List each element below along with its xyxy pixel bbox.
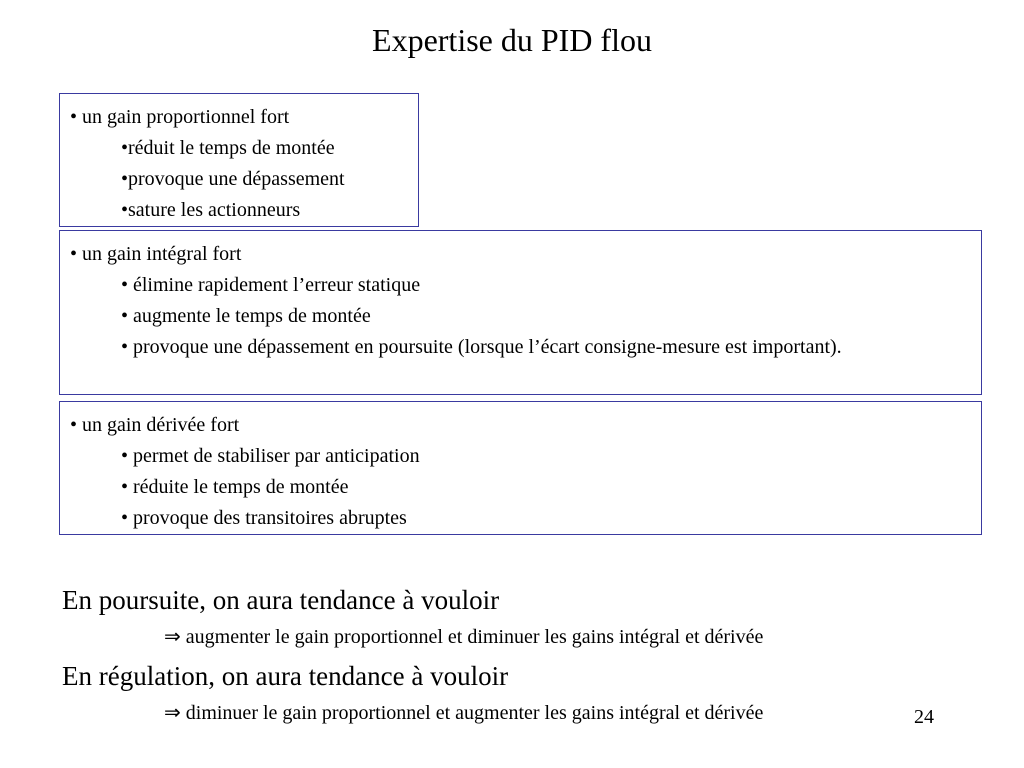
derivative-item: • réduite le temps de montée xyxy=(121,476,349,498)
regulation-conclusion: En régulation, on aura tendance à vouloir xyxy=(62,661,509,691)
proportional-item: •réduit le temps de montée xyxy=(121,137,335,159)
proportional-item: •sature les actionneurs xyxy=(121,199,301,221)
proportional-gain-box xyxy=(59,93,419,227)
tracking-conclusion: En poursuite, on aura tendance à vouloir xyxy=(62,585,500,615)
proportional-item: •provoque une dépassement xyxy=(121,168,345,190)
page-number: 24 xyxy=(914,706,934,728)
integral-gain-box xyxy=(59,230,982,395)
tracking-implication xyxy=(164,622,763,651)
regulation-implication-text: diminuer le gain proportionnel et augmenter les gains intégral et dérivée xyxy=(185,702,764,724)
implies-arrow-icon: ⇒ xyxy=(164,700,181,724)
tracking-implication-text: augmenter le gain proportionnel et diminuer les gains intégral et dérivée xyxy=(185,626,764,648)
derivative-item: • provoque des transitoires abruptes xyxy=(121,507,407,529)
derivative-gain-heading: • un gain dérivée fort xyxy=(70,414,240,436)
proportional-gain-heading: • un gain proportionnel fort xyxy=(70,106,290,128)
integral-item: • augmente le temps de montée xyxy=(121,305,371,327)
implies-arrow-icon: ⇒ xyxy=(164,624,181,648)
derivative-gain-box xyxy=(59,401,982,535)
integral-item: • provoque une dépassement en poursuite (lorsque l’écart consigne-mesure est important). xyxy=(121,336,842,358)
regulation-implication xyxy=(164,698,763,727)
integral-item: • élimine rapidement l’erreur statique xyxy=(121,274,421,296)
integral-gain-heading: • un gain intégral fort xyxy=(70,243,242,265)
derivative-item: • permet de stabiliser par anticipation xyxy=(121,445,420,467)
slide-title: Expertise du PID flou xyxy=(372,22,652,58)
